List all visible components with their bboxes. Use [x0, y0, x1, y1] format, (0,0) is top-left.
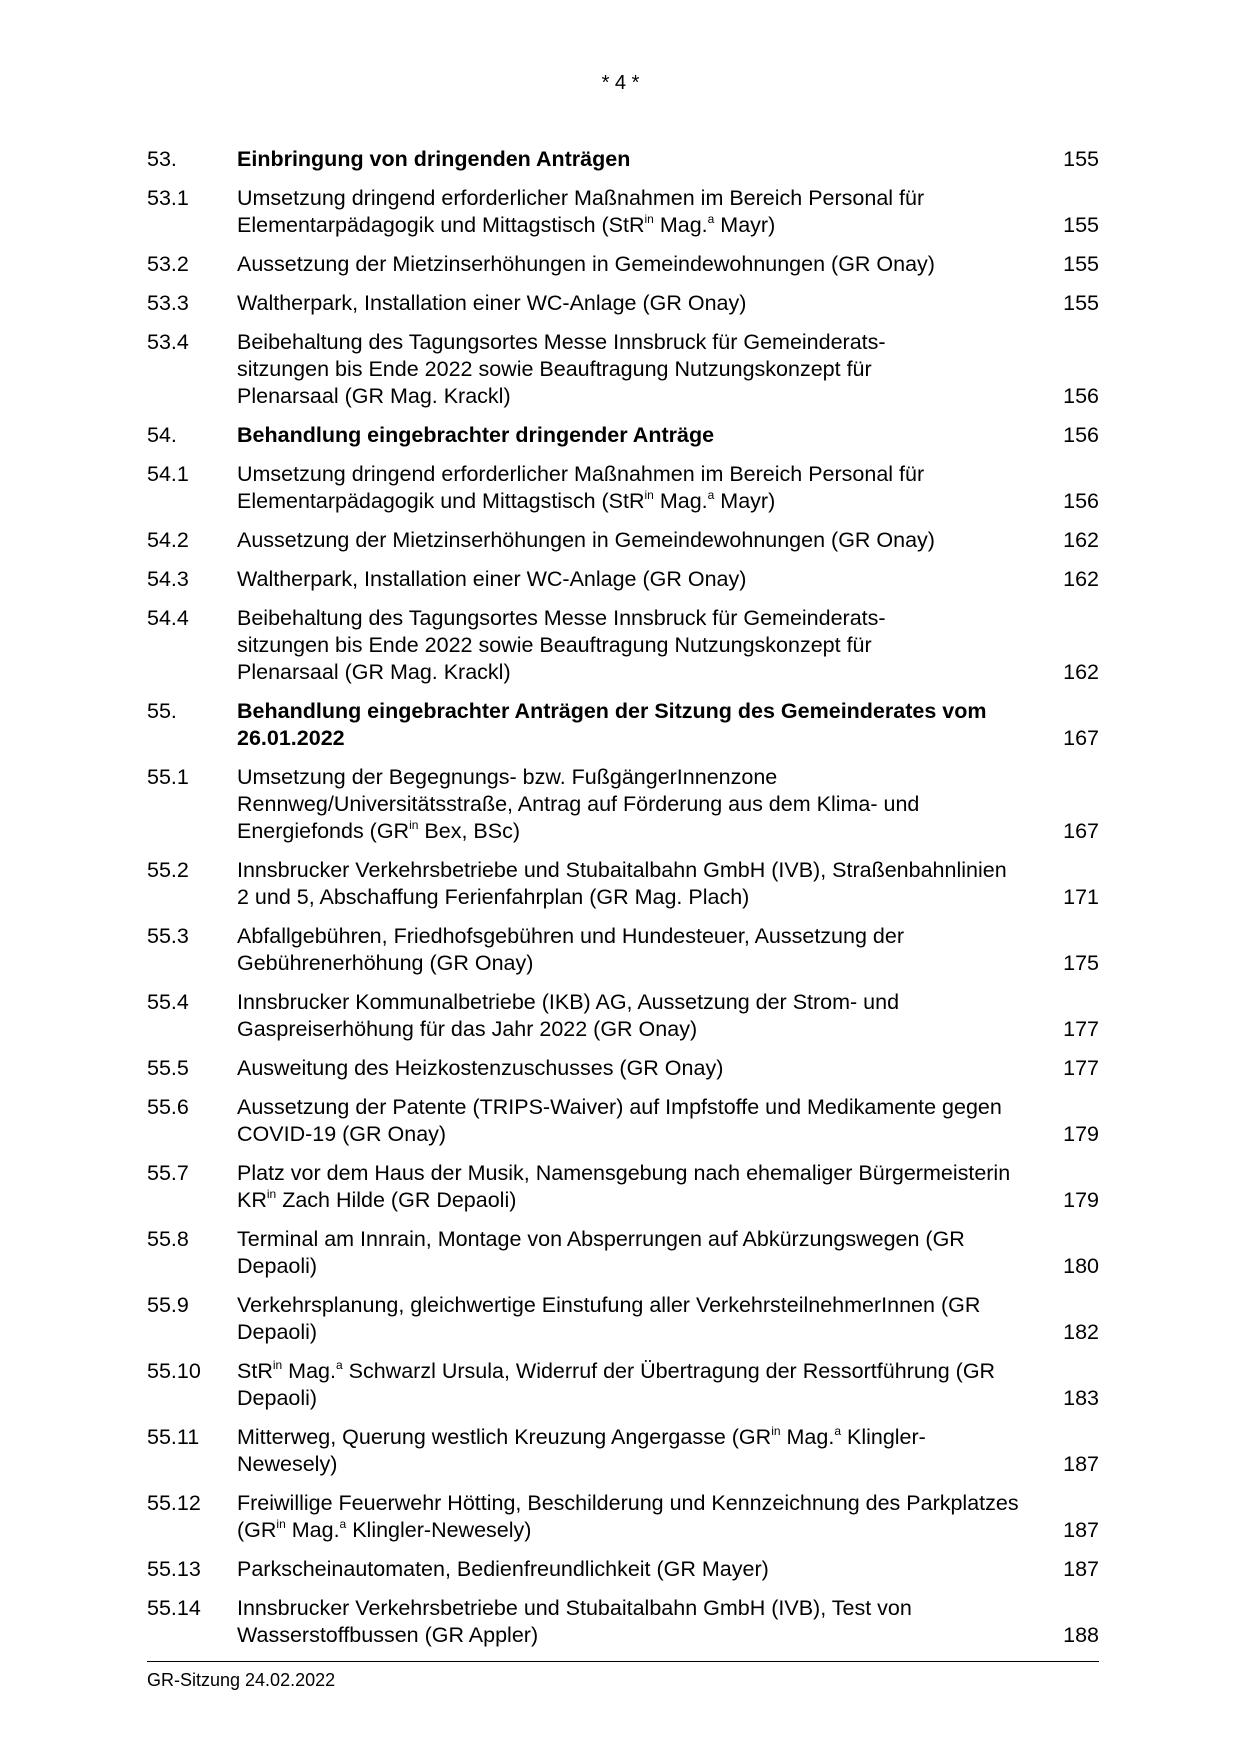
toc-item-title: Umsetzung der Begegnungs- bzw. FußgängerInnenzone Rennweg/Universitätsstraße, Antrag auf Förderung aus dem Klima- und Energiefonds ($GR^{in}$ Bex, BSc)	[237, 765, 920, 843]
toc-row	[147, 989, 1099, 1043]
toc-item-page: 183	[1063, 1386, 1099, 1410]
toc-item-page: 155	[1063, 147, 1099, 171]
toc-item-page: 162	[1063, 567, 1099, 591]
toc-row	[147, 1160, 1099, 1214]
toc-section-row	[147, 146, 1099, 173]
toc-item-page: 167	[1063, 726, 1099, 750]
toc-row	[147, 461, 1099, 515]
footer-divider	[147, 1661, 1099, 1662]
toc-row	[147, 1424, 1099, 1478]
toc-row	[147, 764, 1099, 845]
toc-item-page: 156	[1063, 423, 1099, 447]
toc-row	[147, 923, 1099, 977]
toc-section-row	[147, 698, 1099, 752]
toc-item-title: Beibehaltung des Tagungsortes Messe Innsbruck für Gemeinderats- sitzungen bis Ende 2022 sowie Beauftragung Nutzungskonzept für Plenarsaal (GR Mag. Krackl)	[237, 330, 886, 408]
toc-item-page: 179	[1063, 1122, 1099, 1146]
toc-item-title: Behandlung eingebrachter Anträgen der Sitzung des Gemeinderates vom 26.01.2022	[237, 699, 987, 750]
toc-item-title: Mitterweg, Querung westlich Kreuzung Angergasse ($GR^{in}$ Mag.$^a$ Klingler-Newesely)	[237, 1423, 926, 1476]
toc-item-number: 55.13	[147, 1557, 201, 1581]
toc-item-number: 53.3	[147, 291, 189, 315]
toc-item-number: 55.1	[147, 765, 189, 789]
toc-item-title: Abfallgebühren, Friedhofsgebühren und Hundesteuer, Aussetzung der Gebührenerhöhung (GR Onay)	[237, 924, 904, 975]
toc-row	[147, 185, 1099, 239]
page-number: * 4 *	[601, 72, 640, 94]
toc-item-page: 187	[1063, 1452, 1099, 1476]
toc-row	[147, 605, 1099, 686]
toc-row	[147, 329, 1099, 410]
toc-item-number: 53.2	[147, 252, 189, 276]
toc-item-page: 162	[1063, 528, 1099, 552]
toc-item-page: 187	[1063, 1518, 1099, 1542]
toc-item-title: Verkehrsplanung, gleichwertige Einstufung aller VerkehrsteilnehmerInnen (GR Depaoli)	[237, 1293, 981, 1344]
toc-item-number: 55.10	[147, 1359, 201, 1383]
toc-row	[147, 1094, 1099, 1148]
toc-item-title: StR$^{in}$ Mag.$^a$ Schwarzl Ursula, Widerruf der Übertragung der Ressortführung (GR Depaoli)	[237, 1357, 996, 1410]
toc-item-page: 175	[1063, 951, 1099, 975]
toc-item-number: 55.12	[147, 1491, 201, 1515]
toc-item-number: 54.3	[147, 567, 189, 591]
toc-item-number: 55.2	[147, 858, 189, 882]
toc-item-number: 55.11	[147, 1425, 200, 1449]
toc-item-title: Innsbrucker Kommunalbetriebe (IKB) AG, Aussetzung der Strom- und Gaspreiserhöhung für das Jahr 2022 (GR Onay)	[237, 990, 900, 1041]
toc-item-title: Behandlung eingebrachter dringender Anträge	[237, 423, 715, 447]
toc-item-number: 55.14	[147, 1596, 201, 1620]
toc-row	[147, 1490, 1099, 1544]
toc-item-title: Einbringung von dringenden Anträgen	[237, 147, 631, 171]
toc-item-number: 54.	[147, 423, 177, 447]
toc-item-number: 55.9	[147, 1293, 189, 1317]
toc-item-title: Beibehaltung des Tagungsortes Messe Innsbruck für Gemeinderats- sitzungen bis Ende 2022 sowie Beauftragung Nutzungskonzept für Plenarsaal (GR Mag. Krackl)	[237, 606, 886, 684]
toc-row	[147, 1226, 1099, 1280]
toc-item-number: 55.3	[147, 924, 189, 948]
toc-item-page: 162	[1063, 660, 1099, 684]
toc-item-title: Terminal am Innrain, Montage von Absperrungen auf Abkürzungswegen (GR Depaoli)	[237, 1227, 965, 1278]
toc-item-number: 53.1	[147, 186, 189, 210]
toc-item-number: 54.1	[147, 462, 189, 486]
toc-row	[147, 527, 1099, 554]
toc-item-title: Umsetzung dringend erforderlicher Maßnahmen im Bereich Personal für Elementarpädagogik und Mittagstisch (StR$^{in}$ Mag.$^a$ Mayr)	[237, 186, 925, 237]
toc-item-page: 180	[1063, 1254, 1099, 1278]
toc-item-page: 187	[1063, 1557, 1099, 1581]
toc-item-number: 53.	[147, 147, 177, 171]
toc-row	[147, 1055, 1099, 1082]
toc-item-page: 155	[1063, 291, 1099, 315]
toc-item-page: 171	[1063, 885, 1099, 909]
toc-item-title: Innsbrucker Verkehrsbetriebe und Stubaitalbahn GmbH (IVB), Test von Wasserstoffbussen (GR Appler)	[237, 1596, 912, 1647]
toc-item-title: Aussetzung der Mietzinserhöhungen in Gemeindewohnungen (GR Onay)	[237, 528, 935, 552]
toc-item-title: Platz vor dem Haus der Musik, Namensgebung nach ehemaliger Bürgermeisterin $KR^{in}$ Zach Hilde (GR Depaoli)	[237, 1161, 1011, 1212]
toc-item-number: 55.6	[147, 1095, 189, 1119]
toc-item-number: 54.4	[147, 606, 189, 630]
toc-item-number: 55.4	[147, 990, 189, 1014]
toc-item-title: Innsbrucker Verkehrsbetriebe und Stubaitalbahn GmbH (IVB), Straßenbahnlinien 2 und 5, Abschaffung Ferienfahrplan (GR Mag. Plach)	[237, 858, 1007, 909]
toc-item-page: 156	[1063, 384, 1099, 408]
toc-item-number: 55.5	[147, 1056, 189, 1080]
toc-row	[147, 857, 1099, 911]
toc-item-number: 55.8	[147, 1227, 189, 1251]
toc-row	[147, 1556, 1099, 1583]
toc-row	[147, 251, 1099, 278]
toc-item-page: 177	[1063, 1017, 1099, 1041]
toc-item-title: Aussetzung der Mietzinserhöhungen in Gemeindewohnungen (GR Onay)	[237, 252, 935, 276]
toc-row	[147, 290, 1099, 317]
toc-item-title: Freiwillige Feuerwehr Hötting, Beschilderung und Kennzeichnung des Parkplatzes ($GR^{in}$ Mag.$^a$ Klingler-Newesely)	[237, 1491, 1019, 1542]
toc-section-row	[147, 422, 1099, 449]
toc-item-number: 53.4	[147, 330, 189, 354]
toc-item-title: Ausweitung des Heizkostenzuschusses (GR Onay)	[237, 1056, 724, 1080]
toc-item-page: 179	[1063, 1188, 1099, 1212]
toc-item-page: 167	[1063, 819, 1099, 843]
toc-row	[147, 1292, 1099, 1346]
toc-item-page: 182	[1063, 1320, 1099, 1344]
toc-item-title: Aussetzung der Patente (TRIPS-Waiver) auf Impfstoffe und Medikamente gegen COVID-19 (GR Onay)	[237, 1095, 1002, 1146]
toc-item-page: 188	[1063, 1623, 1099, 1647]
toc-item-title: Parkscheinautomaten, Bedienfreundlichkeit (GR Mayer)	[237, 1557, 769, 1581]
toc-item-title: Umsetzung dringend erforderlicher Maßnahmen im Bereich Personal für Elementarpädagogik und Mittagstisch (StR$^{in}$ Mag.$^a$ Mayr)	[237, 462, 925, 513]
toc-item-page: 155	[1063, 213, 1099, 237]
toc-item-title: Waltherpark, Installation einer WC-Anlage (GR Onay)	[237, 567, 747, 591]
toc-item-title: Waltherpark, Installation einer WC-Anlage (GR Onay)	[237, 291, 747, 315]
toc-item-number: 55.	[147, 699, 177, 723]
toc-row	[147, 566, 1099, 593]
toc-item-number: 55.7	[147, 1161, 189, 1185]
toc-item-page: 177	[1063, 1056, 1099, 1080]
toc-item-page: 155	[1063, 252, 1099, 276]
toc-item-number: 54.2	[147, 528, 189, 552]
footer-session-label: GR-Sitzung 24.02.2022	[147, 1670, 336, 1690]
toc-row	[147, 1358, 1099, 1412]
table-of-contents	[147, 146, 1099, 1661]
toc-row	[147, 1595, 1099, 1649]
toc-item-page: 156	[1063, 489, 1099, 513]
